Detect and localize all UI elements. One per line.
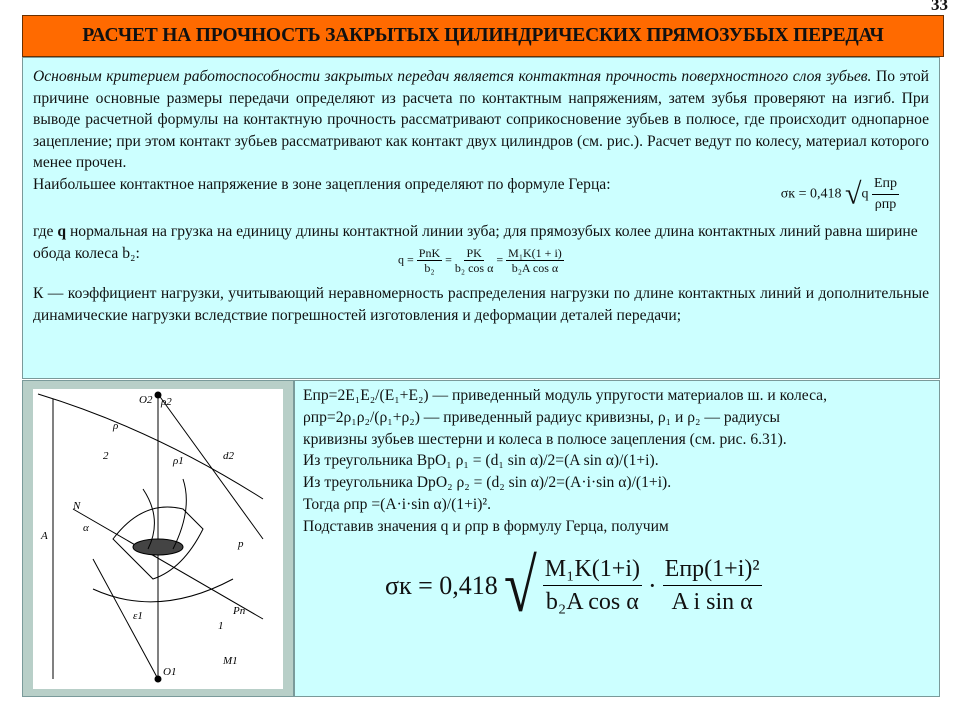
figure-label: M1 — [223, 655, 238, 667]
q-f3-num: M₁K(1 + i) — [508, 246, 562, 261]
derivation-panel — [294, 380, 940, 697]
figure-label: d2 — [223, 450, 234, 462]
figure-label: ρ2 — [161, 396, 172, 408]
final-f2-den: A i sin α — [671, 589, 753, 615]
derivation-line: Из треугольника DpO₂ ρ₂ = (d₂ sin α)/2=(A·i·sin α)/(1+i). — [303, 474, 672, 492]
final-formula — [385, 544, 762, 627]
intro-panel — [22, 57, 940, 379]
intro-italic: Основным критерием работоспособности закрытых передач является контактная прочность поверхностного слоя зубьев. — [33, 68, 872, 85]
q-f1-num: PnK — [418, 246, 441, 261]
page-number: 33 — [931, 0, 948, 14]
q-fraction-3 — [506, 246, 564, 275]
intro-paragraph — [33, 66, 929, 174]
figure-label: A — [41, 530, 48, 542]
gear-diagram — [33, 389, 283, 689]
final-lhs: σк = 0,418 — [385, 570, 498, 600]
figure-label: p — [238, 538, 244, 550]
derivation-line: Eпр=2E₁E₂/(E₁+E₂) — приведенный модуль упругости материалов ш. и колеса, — [303, 387, 828, 404]
q-formula: q = $\frac{\text{PnK}}{\text{b₂}}$ = $\frac{PK}{\text{b₂ cos α}}$ = $\frac{\text{M₁K(1 + i)}}{\text{b₂A cos α}}$ — [398, 246, 562, 276]
figure-label: O2 — [139, 394, 153, 406]
q-text-1: где — [33, 222, 58, 240]
derivation-line: Тогда ρпр =(A·i·sin α)/(1+i)². — [303, 495, 491, 513]
q-lhs: q = — [398, 252, 414, 267]
figure-label: ε1 — [133, 610, 143, 622]
hertz-lhs: σк = 0,418 — [780, 186, 842, 202]
hertz-formula — [781, 174, 899, 215]
hertz-fraction — [872, 174, 899, 215]
derivation-line: кривизны зубьев шестерни и колеса в полюсе зацепления (см. рис. 6.31). — [303, 430, 787, 448]
figure-label: ρ1 — [173, 455, 184, 467]
intro-rest: По этой причине основные размеры передачи определяют из расчета по контактным напряжениям, затем зубья проверяют на изгиб. При выводе расчетной формулы на контактную прочность рассматривают соприкосновение зубьев в полюсе, где происходит однопарное зацепление; при этом контакт зубьев рассматривают как контакт двух цилиндров (см. рис.). Расчет ведут по колесу, материал которого менее прочен. — [33, 68, 929, 172]
figure-label: Pn — [233, 605, 246, 617]
gear-contact-figure — [33, 389, 283, 689]
hertz-q: q — [861, 186, 869, 202]
q-text-2: нормальная на грузка на единицу длины контактной линии зуба; для прямозубых колее длина контактных линий равна ширине обода колеса b₂: — [33, 222, 918, 262]
final-dot: · — [647, 570, 657, 600]
q-f3-den: b₂A cos α — [511, 261, 559, 276]
hertz-den: ρпр — [874, 196, 897, 212]
q-bold: q — [57, 222, 67, 240]
figure-label: N — [73, 500, 81, 512]
figure-label: ρ — [113, 420, 119, 432]
final-fraction-2 — [663, 553, 762, 618]
hertz-num: Eпр — [872, 174, 899, 195]
derivation-line: Подставив значения q и ρпр в формулу Герца, получим — [303, 517, 669, 535]
k-paragraph: К — коэффициент нагрузки, учитывающий неравномерность распределения нагрузки по длине контактных линий и дополнительные динамические нагрузки вследствие погрешностей изготовления и деформации деталей передачи; — [33, 285, 929, 324]
hertz-text: Наибольшее контактное напряжение в зоне зацепления определяют по формуле Герца: — [33, 175, 611, 193]
figure-label: 1 — [218, 620, 224, 632]
figure-panel — [22, 380, 294, 697]
figure-label: O1 — [163, 666, 177, 678]
sqrt-sign: √ — [844, 177, 862, 211]
hertz-row — [33, 174, 929, 215]
final-fraction-1 — [543, 553, 642, 618]
final-f2-num: Eпр(1+i)² — [663, 553, 762, 586]
final-f1-den: b₂A cos α — [545, 589, 639, 615]
sqrt-sign: √ — [503, 544, 537, 627]
figure-label: 2 — [103, 450, 109, 462]
final-f1-num: M₁K(1+i) — [543, 553, 642, 586]
q-f1-den: b₂ — [424, 261, 435, 276]
q-fraction-2 — [455, 246, 493, 275]
q-f2-den: b₂ cos α — [454, 261, 494, 276]
q-fraction-1 — [417, 246, 442, 275]
derivation-line: ρпр=2ρ₁ρ₂/(ρ₁+ρ₂) — приведенный радиус кривизны, ρ₁ и ρ₂ — радиусы — [303, 408, 781, 426]
figure-label: α — [83, 522, 89, 534]
derivation-line: Из треугольника BpO₁ ρ₁ = (d₁ sin α)/2=(A sin α)/(1+i). — [303, 452, 659, 470]
q-f2-num: PK — [466, 246, 482, 261]
slide-title: РАСЧЕТ НА ПРОЧНОСТЬ ЗАКРЫТЫХ ЦИЛИНДРИЧЕСКИХ ПРЯМОЗУБЫХ ПЕРЕДАЧ — [22, 15, 944, 57]
